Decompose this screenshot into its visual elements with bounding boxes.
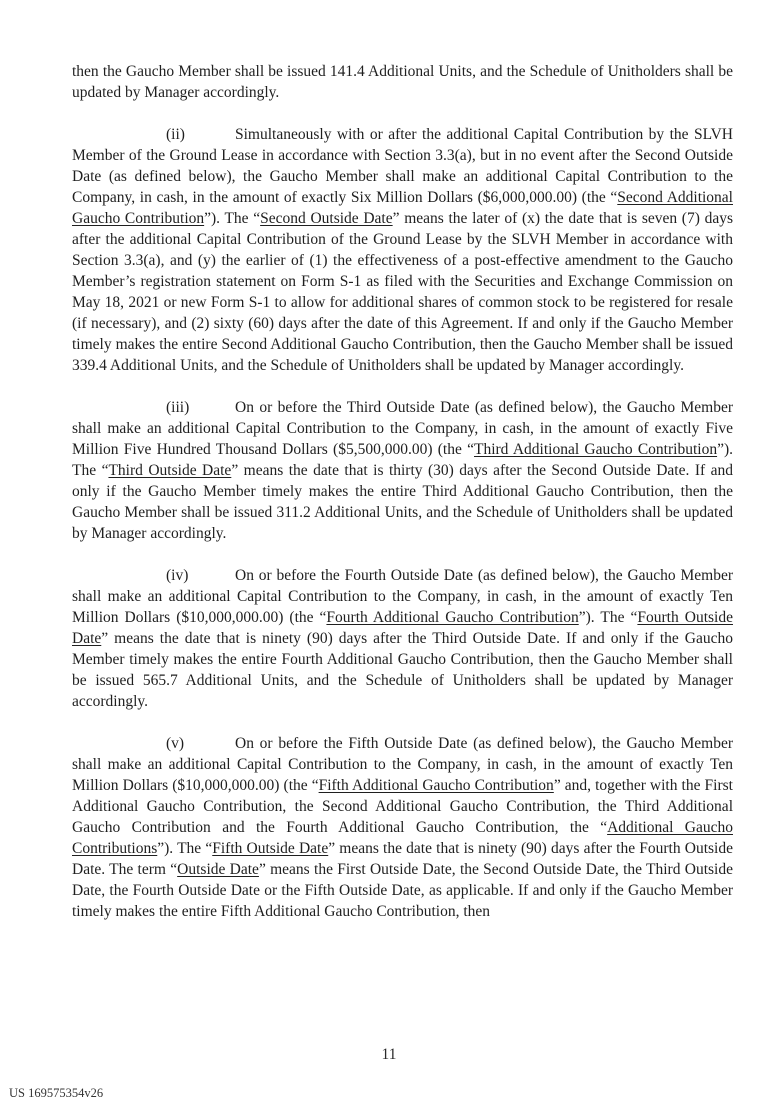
defined-term: Outside Date	[177, 861, 259, 878]
paragraph	[72, 733, 733, 922]
paragraph-number: (iv)	[166, 567, 189, 584]
text-run: ” and, together with the First Additional Gaucho Contribution, the Second Additional Gaucho Contribution, the Third Additional Gaucho Contribution and the Fourth Additional Gaucho Contribution, the “	[72, 777, 733, 836]
paragraph	[72, 61, 733, 103]
paragraph-number: (iii)	[166, 399, 190, 416]
defined-term: Second Additional Gaucho Contribution	[72, 189, 733, 227]
defined-term: Fifth Outside Date	[212, 840, 329, 857]
defined-term: Additional Gaucho Contributions	[72, 819, 733, 857]
text-run: ”). The “	[578, 609, 638, 626]
text-run: then the Gaucho Member shall be issued 141.4 Additional Units, and the Schedule of Unitholders shall be updated by Manager accordingly.	[72, 63, 733, 101]
text-run: ” means the First Outside Date, the Second Outside Date, the Third Outside Date, the Fourth Outside Date or the Fifth Outside Date, as applicable. If and only if the Gaucho Member timely makes the entire Fifth Additional Gaucho Contribution, then	[72, 861, 733, 920]
paragraph-number: (ii)	[166, 126, 185, 143]
defined-term: Fifth Additional Gaucho Contribution	[318, 777, 554, 794]
paragraph	[72, 565, 733, 712]
text-run: ” means the later of (x) the date that is seven (7) days after the additional Capital Contribution of the Ground Lease by the SLVH Member in accordance with Section 3.3(a), and (y) the earlier of (1) the effectiveness of a post-effective amendment to the Gaucho Member’s registration statement on Form S-1 as filed with the Securities and Exchange Commission on May 18, 2021 or new Form S-1 to allow for additional shares of common stock to be registered for resale (if necessary), and (2) sixty (60) days after the date of this Agreement. If and only if the Gaucho Member timely makes the entire Second Additional Gaucho Contribution, then the Gaucho Member shall be issued 339.4 Additional Units, and the Schedule of Unitholders shall be updated by Manager accordingly.	[72, 210, 733, 374]
text-run: ” means the date that is ninety (90) days after the Fourth Outside Date. The term “	[72, 840, 733, 878]
paragraph	[72, 397, 733, 544]
defined-term: Third Additional Gaucho Contribution	[474, 441, 718, 458]
defined-term: Fourth Outside Date	[72, 609, 733, 647]
paragraph	[72, 124, 733, 376]
text-run: ” means the date that is thirty (30) days after the Second Outside Date. If and only if the Gaucho Member timely makes the entire Third Additional Gaucho Contribution, then the Gaucho Member shall be issued 311.2 Additional Units, and the Schedule of Unitholders shall be updated by Manager accordingly.	[72, 462, 733, 542]
text-run: ” means the date that is ninety (90) days after the Third Outside Date. If and only if the Gaucho Member timely makes the entire Fourth Additional Gaucho Contribution, then the Gaucho Member shall be issued 565.7 Additional Units, and the Schedule of Unitholders shall be updated by Manager accordingly.	[72, 630, 733, 710]
text-run: Simultaneously with or after the additional Capital Contribution by the SLVH Member of the Ground Lease in accordance with Section 3.3(a), but in no event after the Second Outside Date (as defined below), the Gaucho Member shall make an additional Capital Contribution to the Company, in cash, in the amount of exactly Six Million Dollars ($6,000,000.00) (the “	[72, 126, 733, 206]
text-run: On or before the Fifth Outside Date (as defined below), the Gaucho Member shall make an additional Capital Contribution to the Company, in cash, in the amount of exactly Ten Million Dollars ($10,000,000.00) (the “	[72, 735, 733, 794]
text-run: ”). The “	[204, 210, 261, 227]
defined-term: Fourth Additional Gaucho Contribution	[326, 609, 579, 626]
text-run: On or before the Third Outside Date (as defined below), the Gaucho Member shall make an additional Capital Contribution to the Company, in cash, in the amount of exactly Five Million Five Hundred Thousand Dollars ($5,500,000.00) (the “	[72, 399, 733, 458]
document-id-footer: US 169575354v26	[9, 1086, 104, 1100]
text-run: ”). The “	[157, 840, 213, 857]
page-number: 11	[381, 1046, 397, 1063]
defined-term: Second Outside Date	[260, 210, 393, 227]
defined-term: Third Outside Date	[108, 462, 232, 479]
document-body	[72, 61, 733, 943]
text-run: On or before the Fourth Outside Date (as defined below), the Gaucho Member shall make an additional Capital Contribution to the Company, in cash, in the amount of exactly Ten Million Dollars ($10,000,000.00) (the “	[72, 567, 733, 626]
text-run: ”). The “	[72, 441, 733, 479]
paragraph-number: (v)	[166, 735, 185, 752]
